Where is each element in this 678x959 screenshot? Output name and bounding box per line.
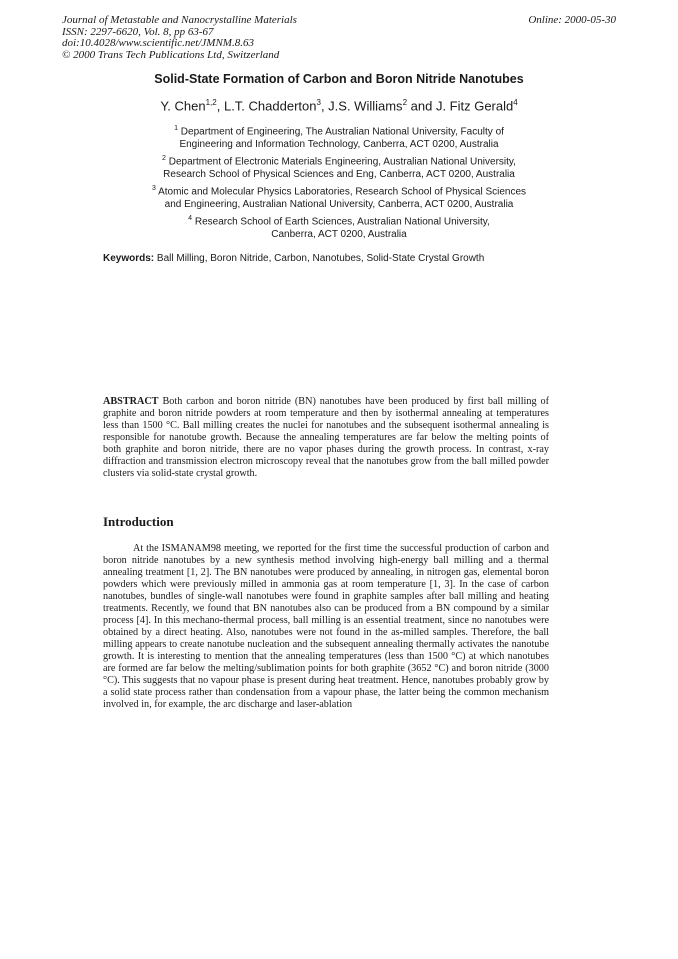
affiliation-number: 1 xyxy=(174,125,178,132)
author-affiliation-marker: 2 xyxy=(402,98,408,107)
author-list xyxy=(0,98,678,113)
author-separator: , xyxy=(320,98,329,114)
affiliation-number: 2 xyxy=(162,154,166,162)
affiliation-line: Department of Electronic Materials Engineering, Australian National University, xyxy=(168,156,516,168)
affiliation-line: Engineering and Information Technology, Canberra, ACT 0200, Australia xyxy=(179,139,499,151)
section-heading-introduction: Introduction xyxy=(103,514,174,529)
affiliation-line: Department of Engineering, The Australian National University, Faculty of xyxy=(180,126,504,138)
abstract-text: Both carbon and boron nitride (BN) nanotubes have been produced by first ball milling of graphite and boron nitride powders at room temperature and then by isothermal annealing at temperatures less than 1500 °C. Ball milling creates the nuclei for nanotubes and the subsequent isothermal annealing is responsible for nanotube growth. Because the annealing temperatures are far below the melting points of both graphite and boron nitride, there are no vapor phases during the growth process. In contrast, x-ray diffraction and transmission electron microscopy reveal that the nanotubes grow from the ball milled powder clusters via solid-state crystal growth. xyxy=(103,396,549,479)
introduction-body xyxy=(103,543,549,711)
keywords-label: Keywords: xyxy=(103,253,155,264)
affiliation xyxy=(0,153,678,182)
affiliation-line: Research School of Earth Sciences, Australian National University, xyxy=(194,216,490,228)
author-separator: and xyxy=(407,98,436,114)
affiliation xyxy=(0,213,678,242)
affiliation-line: Research School of Physical Sciences and Eng, Canberra, ACT 0200, Australia xyxy=(163,169,515,181)
keywords-text: Ball Milling, Boron Nitride, Carbon, Nanotubes, Solid-State Crystal Growth xyxy=(156,253,485,264)
author-name: L.T. Chadderton xyxy=(223,98,317,114)
journal-header xyxy=(62,15,297,61)
author-name: J. Fitz Gerald xyxy=(435,98,514,114)
affiliation-number: 3 xyxy=(151,184,156,192)
affiliation xyxy=(0,183,678,212)
affiliation-line: Canberra, ACT 0200, Australia xyxy=(271,228,407,240)
affiliation-line: Atomic and Molecular Physics Laboratories, Research School of Physical Sciences xyxy=(158,186,527,198)
affiliation-number: 4 xyxy=(188,214,193,222)
journal-name: Journal of Metastable and Nanocrystalline Materials xyxy=(62,14,297,26)
journal-copyright: © 2000 Trans Tech Publications Ltd, Switzerland xyxy=(62,48,280,61)
author-affiliation-marker: 3 xyxy=(316,98,321,107)
author-separator: , xyxy=(216,98,224,114)
author-affiliation-marker: 4 xyxy=(513,98,518,107)
online-date: Online: 2000-05-30 xyxy=(528,14,616,26)
author-name: Y. Chen xyxy=(160,98,206,114)
affiliation-list xyxy=(0,123,678,243)
paragraph: At the ISMANAM98 meeting, we reported for the first time the successful production of carbon and boron nitride nanotubes by a new synthesis method involving high-energy ball milling and a thermal annealing treatment [1, 2]. The BN nanotubes were produced by annealing, in nitrogen gas, elemental boron powders which were previously milled in ammonia gas at room temperature [1, 3]. In the case of carbon nanotubes, bundles of single-wall nanotubes were found in graphite samples after ball milling and heating treatments. Recently, we found that BN nanotubes also can be produced from a BN compound by a similar process [4]. In this mechano-thermal process, ball milling is an essential treatment, since no nanotubes were obtained by a direct heating. Also, nanotubes were not found in the as-milled samples. Therefore, the ball milling appears to create nanotube nucleation and the subsequent annealing thermally activates the nanotube growth. It is interesting to mention that the annealing temperatures (less than 1500 °C) at which nanotubes are formed are far below the melting/sublimation points for both graphite (3652 °C) and boron nitride (3000 °C). This suggests that no vapour phase is present during heat treatment. Hence, nanotubes probably grow by a solid state process rather than condensation from a vapour phase, the latter being the common mechanism involved in, for example, the arc discharge and laser-ablation xyxy=(103,543,549,710)
journal-issn: ISSN: 2297-6620, Vol. 8, pp 63-67 xyxy=(62,25,214,38)
keywords xyxy=(103,253,603,264)
abstract xyxy=(103,396,549,480)
journal-doi[interactable]: doi:10.4028/www.scientific.net/JMNM.8.63 xyxy=(62,37,254,49)
abstract-label: ABSTRACT xyxy=(103,396,159,407)
author-name: J.S. Williams xyxy=(328,98,403,114)
affiliation xyxy=(0,123,678,152)
affiliation-line: and Engineering, Australian National University, Canberra, ACT 0200, Australia xyxy=(164,198,514,210)
paper-title: Solid-State Formation of Carbon and Boron Nitride Nanotubes xyxy=(154,72,524,86)
author-affiliation-marker: 1,2 xyxy=(205,98,217,107)
